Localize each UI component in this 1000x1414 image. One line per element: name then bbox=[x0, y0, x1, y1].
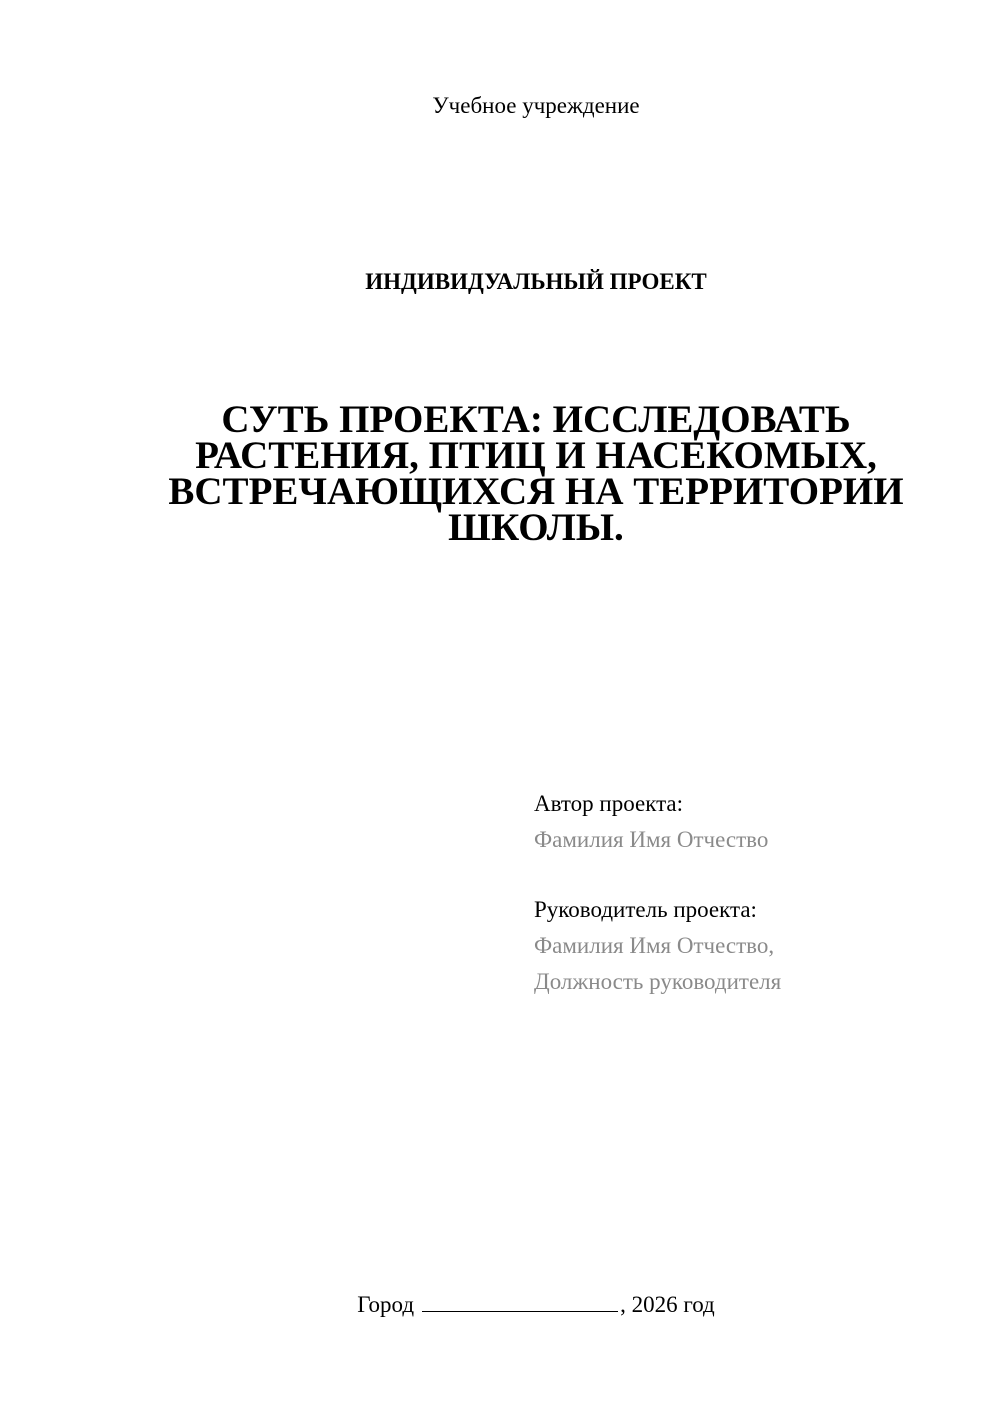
footer-city-year bbox=[0, 1290, 1000, 1320]
institution-name: Учебное учреждение bbox=[432, 93, 640, 118]
city-blank-line bbox=[422, 1291, 618, 1312]
project-title-line: ШКОЛЫ. bbox=[448, 506, 624, 549]
project-type-heading: ИНДИВИДУАЛЬНЫЙ ПРОЕКТ bbox=[365, 269, 707, 294]
project-title-line: РАСТЕНИЯ, ПТИЦ И НАСЕКОМЫХ, bbox=[195, 434, 877, 477]
supervisor-name: Фамилия Имя Отчество, bbox=[534, 933, 775, 958]
supervisor-position: Должность руководителя bbox=[534, 969, 782, 994]
project-title-line: СУТЬ ПРОЕКТА: ИССЛЕДОВАТЬ bbox=[221, 398, 851, 441]
supervisor-label: Руководитель проекта: bbox=[534, 897, 757, 922]
author-label: Автор проекта: bbox=[534, 791, 683, 816]
author-block bbox=[534, 786, 974, 858]
project-title-line: ВСТРЕЧАЮЩИХСЯ НА ТЕРРИТОРИИ bbox=[168, 470, 904, 513]
city-label: Город bbox=[357, 1292, 415, 1317]
supervisor-block bbox=[534, 892, 974, 1000]
year-text: , 2026 год bbox=[620, 1292, 715, 1317]
author-name: Фамилия Имя Отчество bbox=[534, 827, 769, 852]
project-title bbox=[150, 398, 922, 549]
